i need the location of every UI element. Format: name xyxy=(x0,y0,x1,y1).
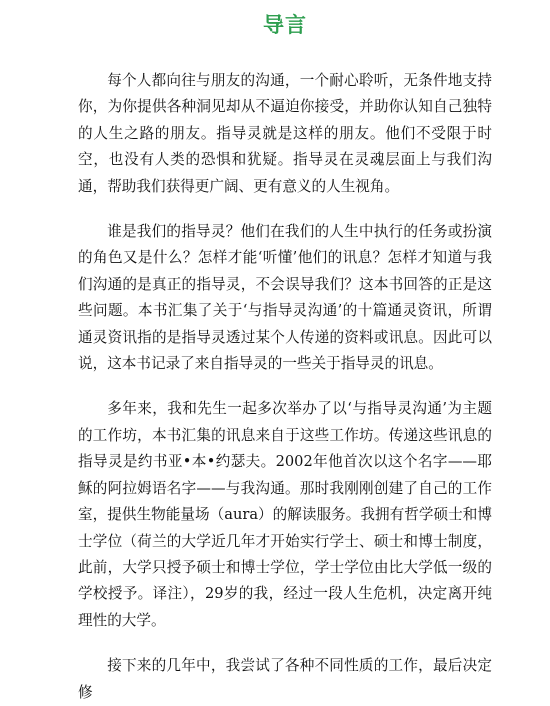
page-title: 导言 xyxy=(263,13,307,37)
paragraph-2: 谁是我们的指导灵？他们在我们的人生中执行的任务或扮演的角色又是什么？怎样才能‘听懂’他们的讯息？怎样才知道与我们沟通的是真正的指导灵，不会误导我们？这本书回答的正是这些问题。本书汇集了关于‘与指导灵沟通’的十篇通灵资讯，所谓通灵资讯指的是指导灵透过某个人传递的资料或讯息。因此可以说，这本书记录了来自指导灵的一些关于指导灵的讯息。 xyxy=(78,223,492,373)
paragraph-4: 接下来的几年中，我尝试了各种不同性质的工作，最后决定修 xyxy=(78,657,492,701)
paragraph-1: 每个人都向往与朋友的沟通，一个耐心聆听，无条件地支持你，为你提供各种洞见却从不逼迫你接受，并助你认知自己独特的人生之路的朋友。指导灵就是这样的朋友。他们不受限于时空，也没有人类的恐惧和犹疑。指导灵在灵魂层面上与我们沟通，帮助我们获得更广阔、更有意义的人生视角。 xyxy=(78,72,492,195)
body-text xyxy=(78,68,492,706)
paragraph-3: 多年来，我和先生一起多次举办了以‘与指导灵沟通’为主题的工作坊，本书汇集的讯息来自于这些工作坊。传递这些讯息的指导灵是约书亚•本•约瑟夫。2002年他首次以这个名字——耶稣的阿拉姆语名字——与我沟通。那时我刚刚创建了自己的工作室，提供生物能量场（aura）的解读服务。我拥有哲学硕士和博士学位（荷兰的大学近几年才开始实行学士、硕士和博士制度，此前，大学只授予硕士和博士学位，学士学位由比大学低一级的学校授予。译注），29岁的我，经过一段人生危机，决定离开纯理性的大学。 xyxy=(78,400,492,629)
